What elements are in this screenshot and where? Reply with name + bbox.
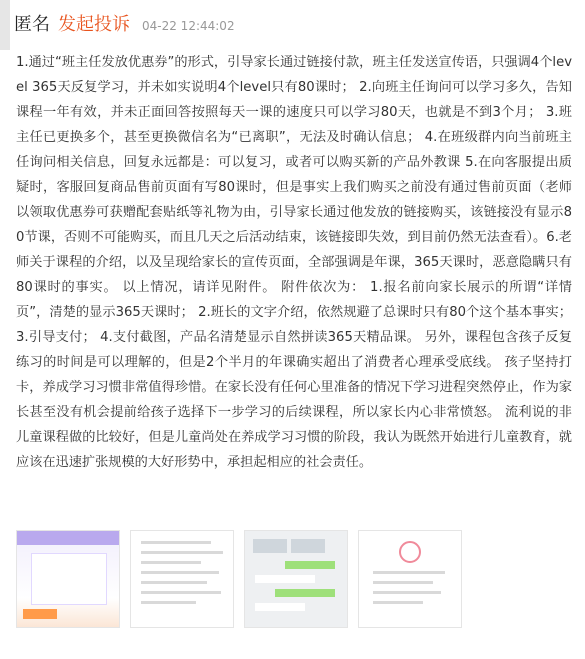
attachment-thumbnail-1[interactable] <box>16 530 120 628</box>
complaint-body-text: 1.通过“班主任发放优惠券”的形式，引导家长通过链接付款，班主任发送宣传语，只强调4个level 365天反复学习，并未如实说明4个level只有80课时； 2.向班主任询问可以学习多久，告知课程一年有效，并未正面回答按照每天一课的速度只可以学习80天，也就是不到3个月； 3.班主任已更换多个，甚至更换微信名为“已离职”，无法及时确认信息； 4.在班级群内向当前班主任询问相关信息，回复永远都是：可以复习，或者可以购买新的产品外教课 5.在向客服提出质疑时，客服回复商品售前页面有写80课时，但是事实上我们购买之前没有通过售前页面（老师以领取优惠券可获赠配套贴纸等礼物为由，引导家长通过他发放的链接购买，该链接没有显示80节课，否则不可能购买，而且几天之后活动结束，该链接即失效，到目前仍然无法查看）。6.老师关于课程的介绍，以及呈现给家长的宣传页面，全部强调是年课，365天课时，恶意隐瞒只有80课时的事实。 以上情况，请详见附件。 附件依次为： 1.报名前向家长展示的所谓“详情页”，清楚的显示365天课时； 2.班长的文字介绍，依然规避了总课时只有80个这个基本事实； 3.引导支付； 4.支付截图，产品名清楚显示自然拼读365天精品课。 另外，课程包含孩子反复练习的时间是可以理解的，但是2个半月的年课确实超出了消费者心理承受底线。 孩子坚持打卡，养成学习习惯非常值得珍惜。在家长没有任何心里准备的情况下学习进程突然停止，作为家长甚至没有机会提前给孩子选择下一步学习的后续课程，所以家长内心非常愤怒。 流利说的非儿童课程做的比较好，但是儿童尚处在养成学习习惯的阶段，我认为既然开始进行儿童教育，就应该在迅速扩张规模的大好形势中，承担起相应的社会责任。 <box>16 55 572 470</box>
post-header <box>14 10 235 36</box>
post-timestamp: 04-22 12:44:02 <box>142 19 235 33</box>
user-name: 匿名 <box>14 14 50 35</box>
attachment-thumbnail-4[interactable] <box>358 530 462 628</box>
complaint-link[interactable]: 发起投诉 <box>58 14 130 35</box>
attachment-thumbnail-2[interactable] <box>130 530 234 628</box>
avatar <box>0 0 10 50</box>
attachment-thumbnails <box>16 530 462 628</box>
attachment-thumbnail-3[interactable] <box>244 530 348 628</box>
